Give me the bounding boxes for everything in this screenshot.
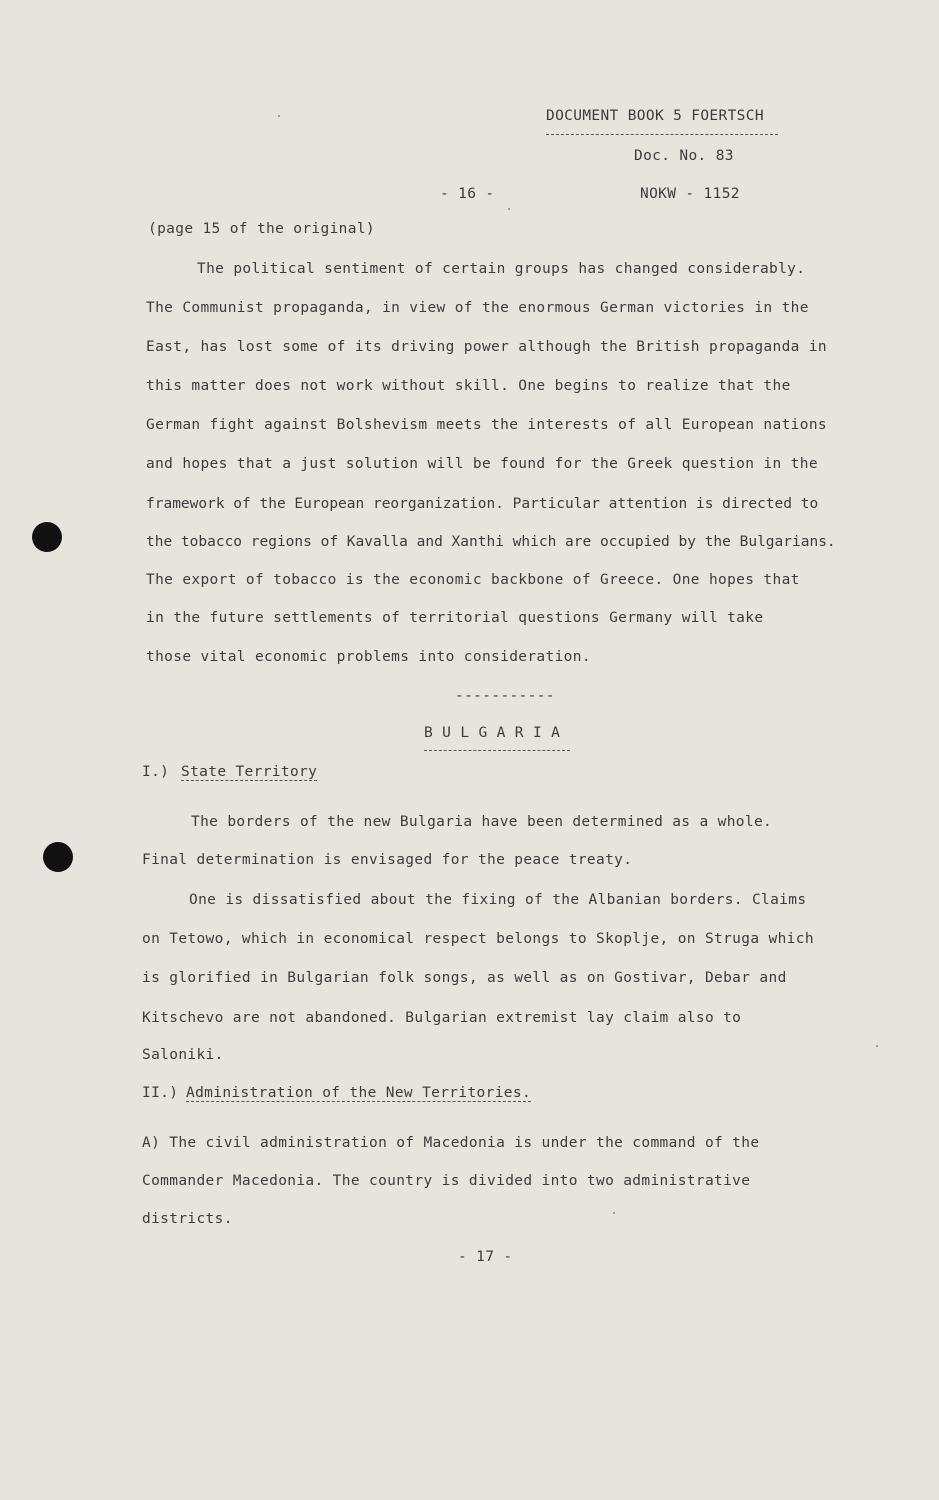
paragraph-line: The borders of the new Bulgaria have been determined as a whole.: [191, 814, 773, 830]
paper-speck: [278, 115, 280, 117]
paper-speck: [508, 208, 510, 210]
section-heading: State Territory: [181, 764, 318, 780]
paragraph-line: this matter does not work without skill. One begins to realize that the: [146, 378, 791, 394]
paragraph-line: those vital economic problems into consideration.: [146, 649, 591, 665]
document-number: Doc. No. 83: [634, 148, 734, 164]
paragraph-line: districts.: [142, 1211, 233, 1227]
paragraph-line: A) The civil administration of Macedonia is under the command of the: [142, 1135, 760, 1151]
paragraph-line: German fight against Bolshevism meets the interests of all European nations: [146, 417, 827, 433]
paragraph-line: Commander Macedonia. The country is divided into two administrative: [142, 1173, 751, 1189]
section-separator: -----------: [455, 688, 555, 704]
paragraph-line: in the future settlements of territorial questions Germany will take: [146, 610, 764, 626]
section-number: I.): [142, 764, 170, 780]
section-title-underline: [424, 750, 570, 751]
paragraph-line: the tobacco regions of Kavalla and Xanthi which are occupied by the Bulgarians.: [146, 534, 836, 550]
paragraph-line: The Communist propaganda, in view of the enormous German victories in the: [146, 300, 809, 316]
page-number-bottom: - 17 -: [458, 1249, 513, 1265]
paragraph-line: East, has lost some of its driving power although the British propaganda in: [146, 339, 827, 355]
punch-hole-top: [32, 522, 62, 552]
paragraph-line: and hopes that a just solution will be found for the Greek question in the: [146, 456, 818, 472]
paragraph-line: is glorified in Bulgarian folk songs, as well as on Gostivar, Debar and: [142, 970, 787, 986]
paragraph-line: One is dissatisfied about the fixing of the Albanian borders. Claims: [189, 892, 807, 908]
section-number: II.): [142, 1085, 179, 1101]
paragraph-line: framework of the European reorganization. Particular attention is directed to: [146, 496, 819, 512]
paper-speck: [876, 1045, 878, 1047]
document-book-label: DOCUMENT BOOK 5 FOERTSCH: [546, 108, 764, 124]
nokw-number: NOKW - 1152: [640, 186, 740, 202]
paragraph-line: The export of tobacco is the economic backbone of Greece. One hopes that: [146, 572, 800, 588]
original-page-note: (page 15 of the original): [148, 221, 375, 237]
paragraph-line: Final determination is envisaged for the peace treaty.: [142, 852, 633, 868]
header-dashed-rule: [546, 134, 778, 135]
section-title: B U L G A R I A: [424, 725, 561, 741]
paper-speck: [613, 1212, 615, 1214]
paragraph-line: on Tetowo, which in economical respect belongs to Skoplje, on Struga which: [142, 931, 814, 947]
paragraph-line: The political sentiment of certain groups has changed considerably.: [197, 261, 806, 277]
paragraph-line: Kitschevo are not abandoned. Bulgarian extremist lay claim also to: [142, 1010, 742, 1026]
page-number-top: - 16 -: [440, 186, 495, 202]
paragraph-line: Saloniki.: [142, 1047, 224, 1063]
section-heading: Administration of the New Territories.: [186, 1085, 532, 1101]
punch-hole-bottom: [43, 842, 73, 872]
